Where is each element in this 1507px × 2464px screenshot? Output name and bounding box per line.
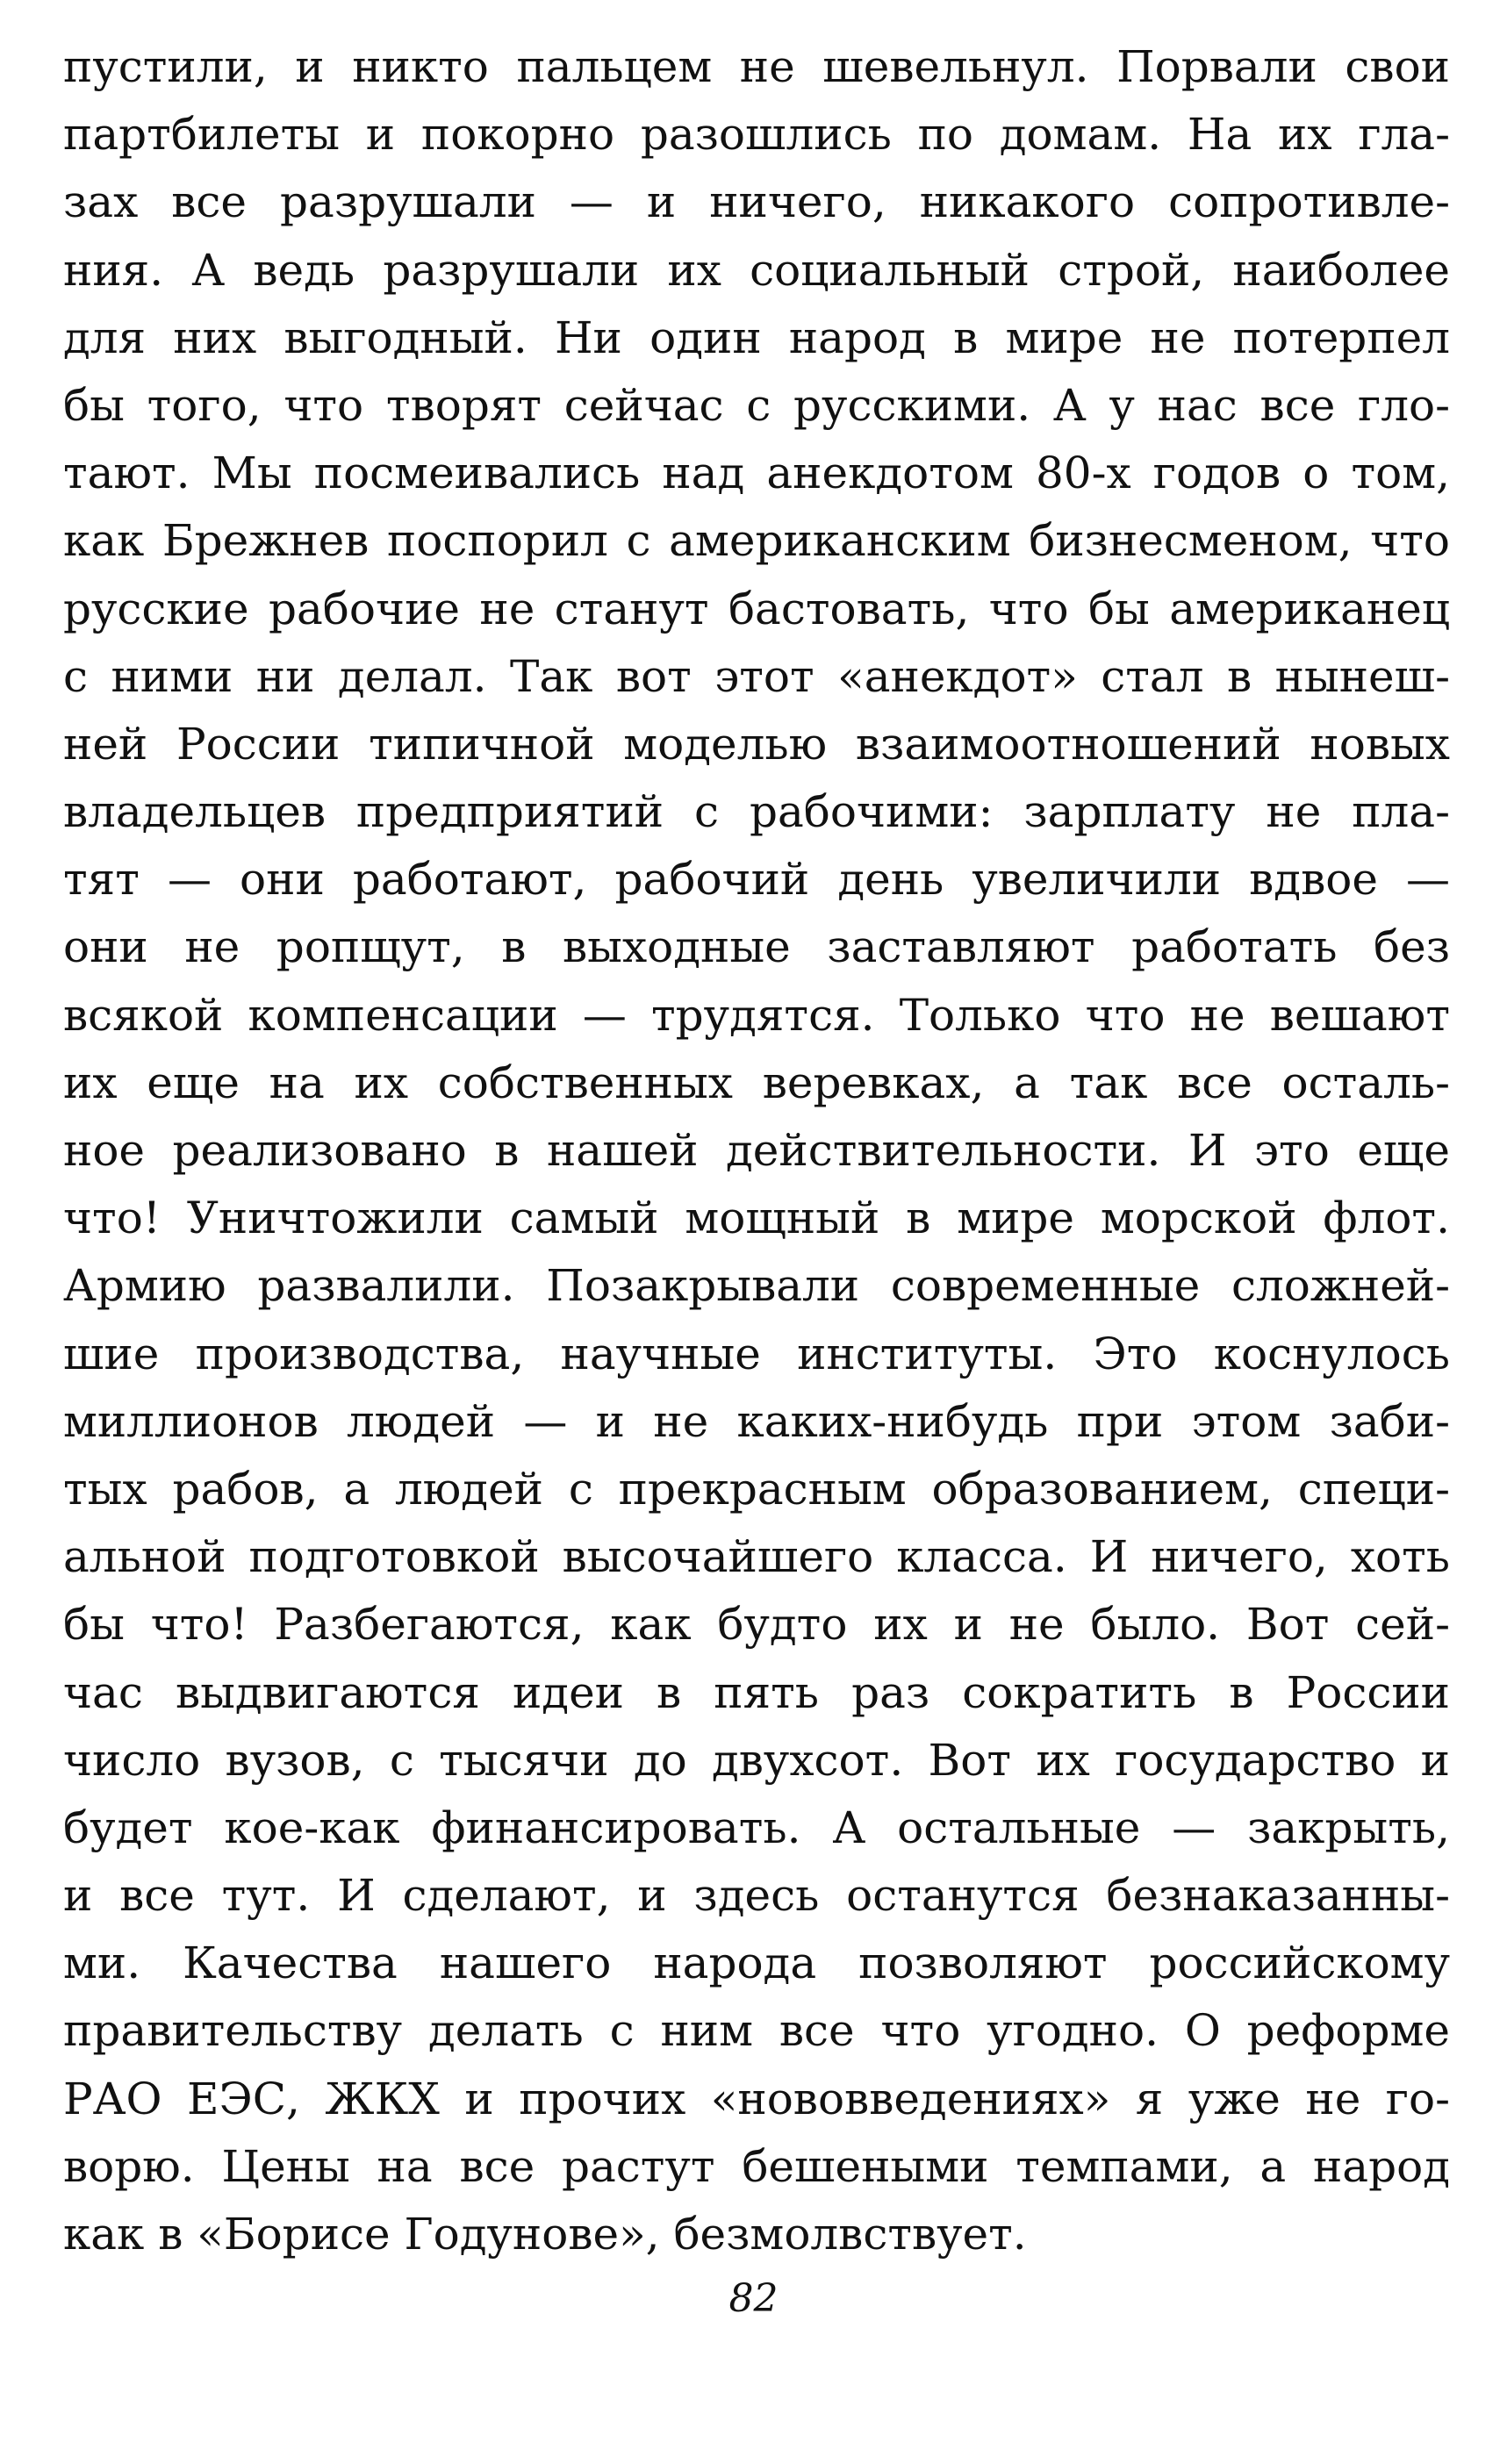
text-line-33: как в «Борисе Годунове», безмолвствует. [63, 2209, 1027, 2260]
text-line-4: ния. А ведь разрушали их социальный строй, наиболее [63, 244, 1450, 296]
text-line-7: тают. Мы посмеивались над анекдотом 80-х годов о том, [63, 448, 1450, 499]
text-line-9: русские рабочие не станут бастовать, что бы американец [63, 583, 1450, 634]
text-line-14: они не ропщут, в выходные заставляют работать без [63, 921, 1450, 973]
text-line-6: бы того, что творят сейчас с русскими. А у нас все гло- [63, 379, 1450, 431]
text-line-2: партбилеты и покорно разошлись по домам. На их гла- [63, 109, 1450, 161]
text-line-1: пустили, и никто пальцем не шевельнул. Порвали свои [63, 41, 1450, 92]
text-line-25: час выдвигаются идеи в пять раз сократить в России [63, 1666, 1450, 1718]
text-line-12: владельцев предприятий с рабочими: зарплату не пла- [63, 786, 1450, 838]
text-line-3: зах все разрушали — и ничего, никакого сопротивле- [63, 176, 1450, 228]
text-line-28: и все тут. И сделают, и здесь останутся безнаказанны- [63, 1870, 1450, 1922]
text-line-20: шие производства, научные институты. Это коснулось [63, 1328, 1450, 1379]
text-line-27: будет кое-как финансировать. А остальные — закрыть, [63, 1801, 1450, 1853]
text-line-26: число вузов, с тысячи до двухсот. Вот их государство и [63, 1734, 1450, 1786]
text-line-31: РАО ЕЭС, ЖКХ и прочих «нововведениях» я уже не го- [63, 2073, 1450, 2124]
page-number: 82 [728, 2276, 779, 2321]
text-line-8: как Брежнев поспорил с американским бизнесменом, что [63, 515, 1450, 567]
text-line-22: тых рабов, а людей с прекрасным образованием, специ- [63, 1463, 1450, 1515]
text-line-10: с ними ни делал. Так вот этот «анекдот» стал в нынеш- [63, 650, 1450, 702]
text-line-5: для них выгодный. Ни один народ в мире не потерпел [63, 312, 1450, 363]
text-line-30: правительству делать с ним все что угодно. О реформе [63, 2005, 1450, 2057]
text-line-13: тят — они работают, рабочий день увеличили вдвое — [63, 854, 1450, 906]
text-line-17: ное реализовано в нашей действительности. И это еще [63, 1125, 1450, 1176]
text-line-29: ми. Качества нашего народа позволяют российскому [63, 1938, 1450, 1989]
text-line-11: ней России типичной моделью взаимоотношений новых [63, 718, 1450, 770]
text-line-32: ворю. Цены на все растут бешеными темпами, а народ [63, 2140, 1450, 2192]
text-line-15: всякой компенсации — трудятся. Только что не вешают [63, 989, 1450, 1041]
text-line-21: миллионов людей — и не каких-нибудь при этом заби- [63, 1395, 1450, 1447]
text-line-16: их еще на их собственных веревках, а так все осталь- [63, 1057, 1450, 1108]
text-line-19: Армию развалили. Позакрывали современные сложней- [63, 1260, 1450, 1312]
text-line-23: альной подготовкой высочайшего класса. И ничего, хоть [63, 1531, 1450, 1583]
body-text [63, 33, 1450, 2268]
text-line-24: бы что! Разбегаются, как будто их и не было. Вот сей- [63, 1599, 1450, 1651]
text-line-18: что! Уничтожили самый мощный в мире морской флот. [63, 1193, 1450, 1244]
